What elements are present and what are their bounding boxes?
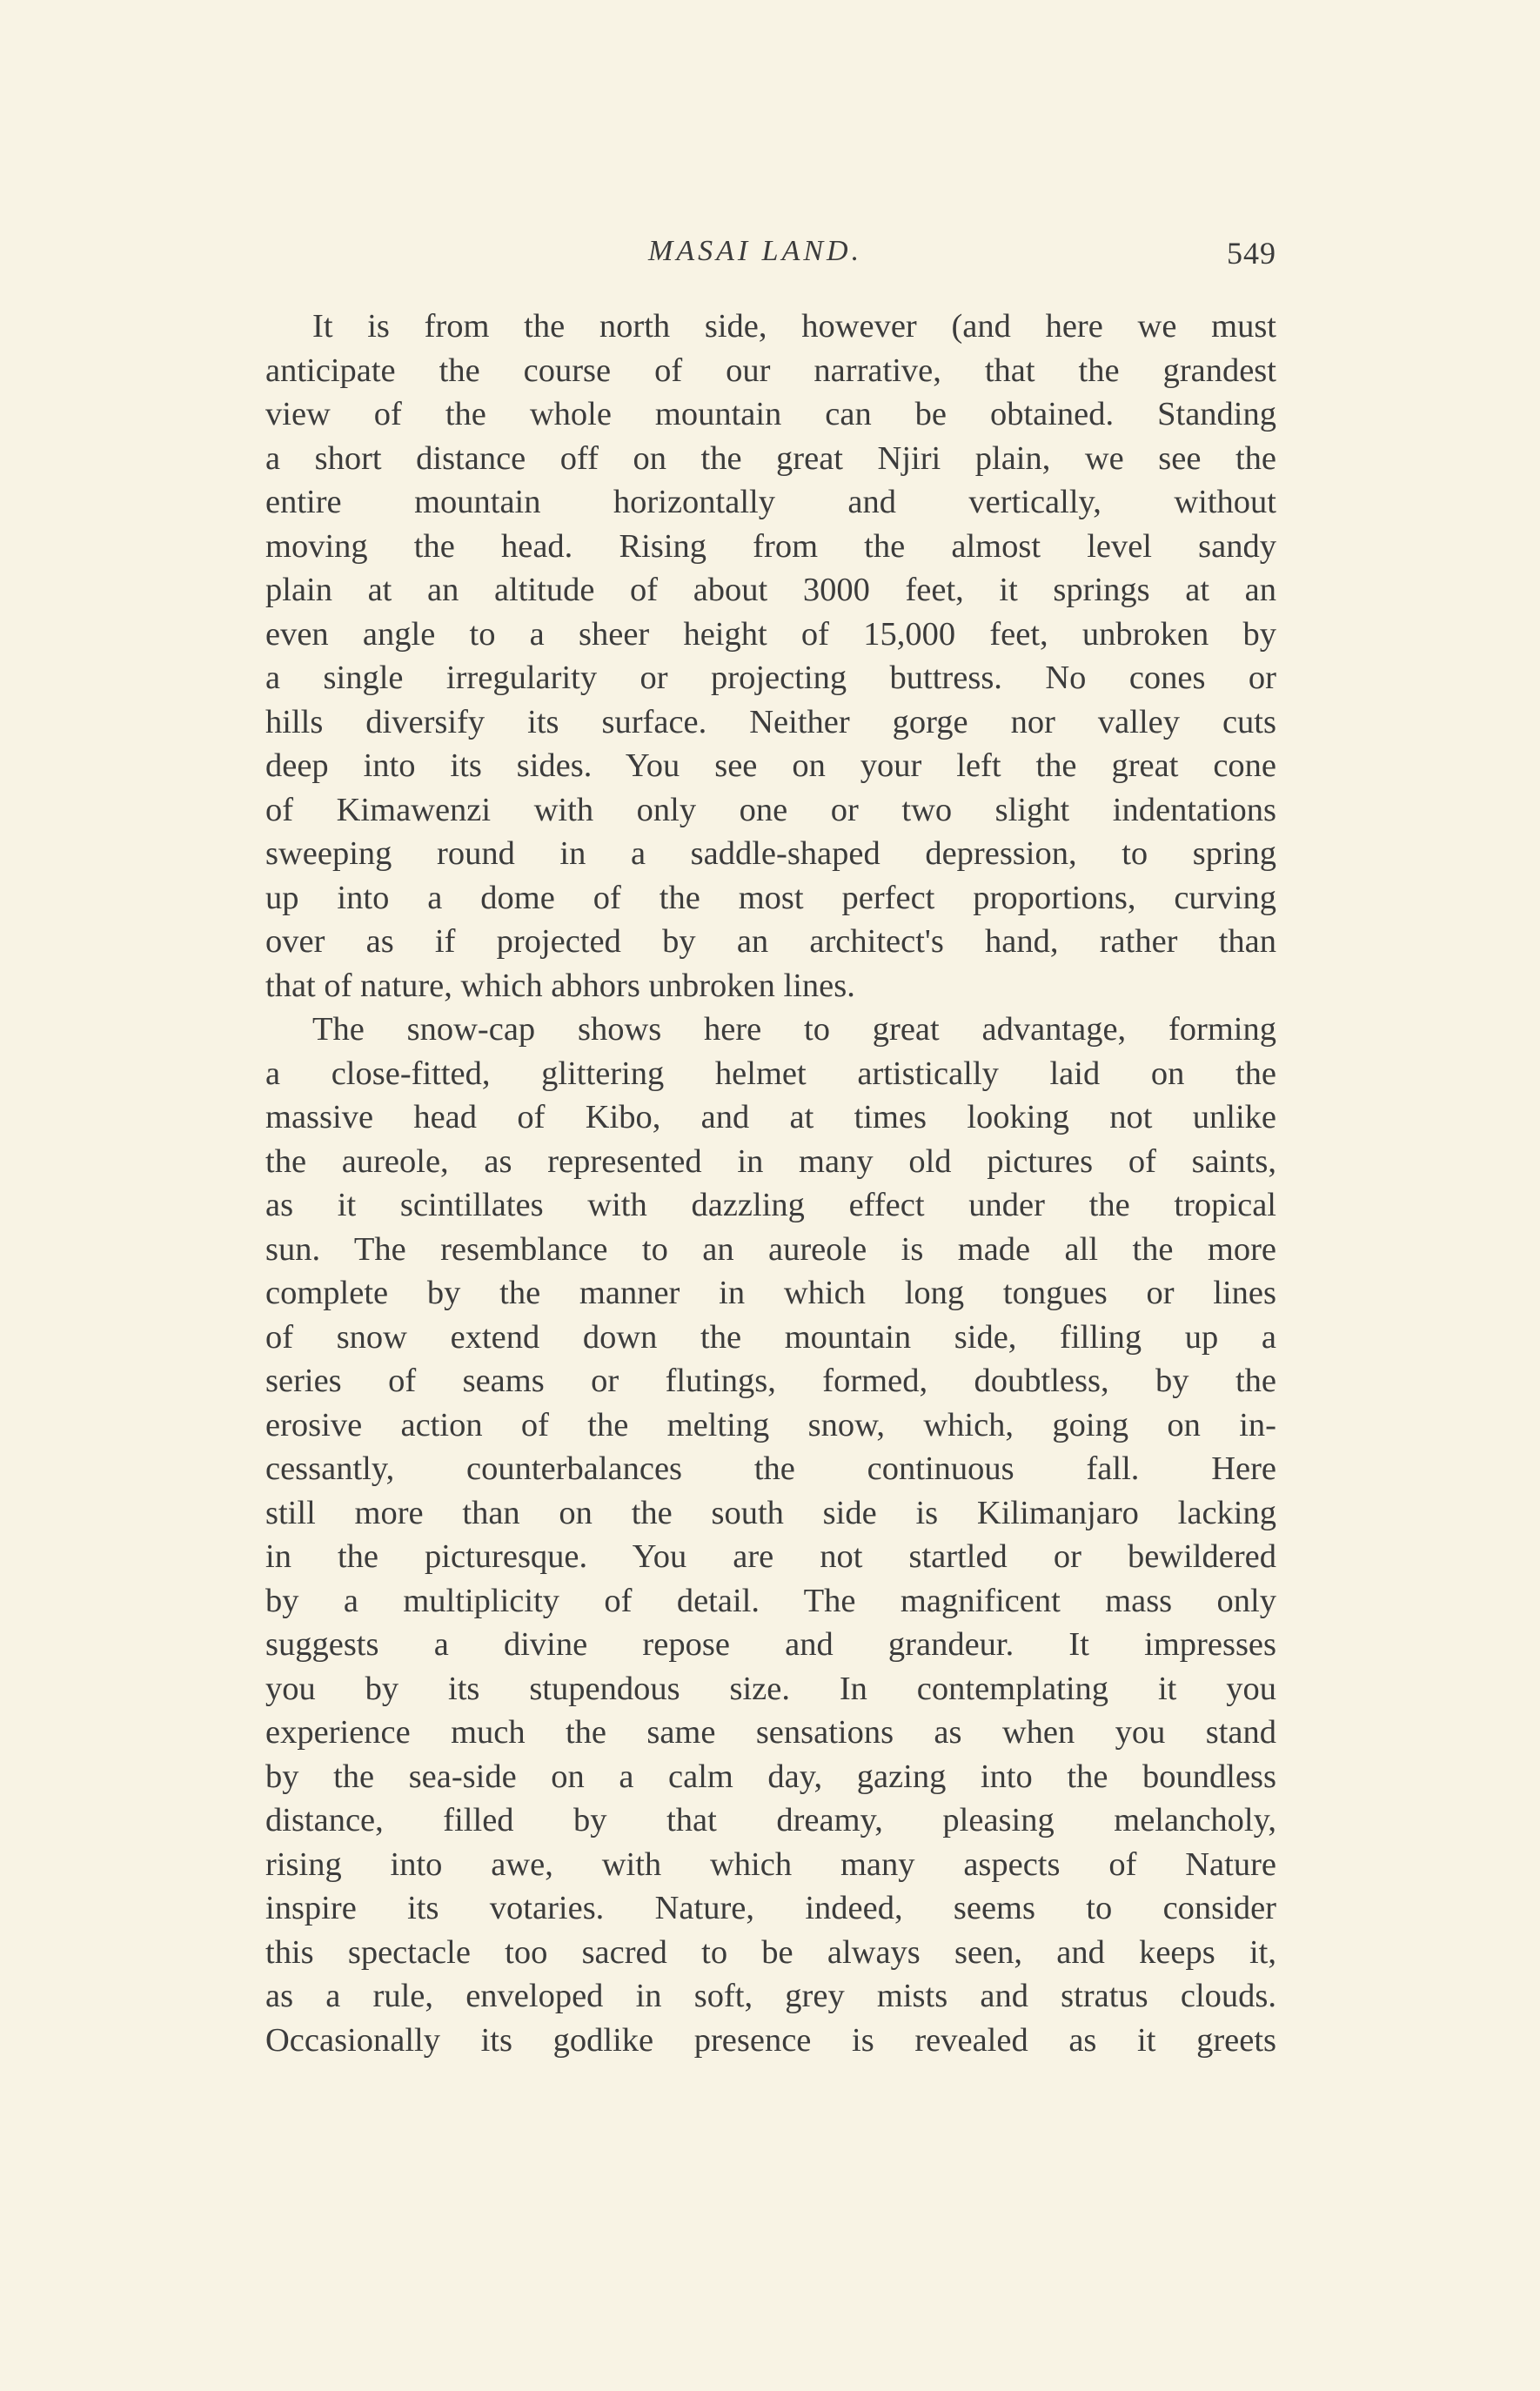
text-line: by a multiplicity of detail. The magnificent mass only [265, 1582, 1276, 1619]
text-line: Occasionally its godlike presence is revealed as it greets [265, 2021, 1276, 2059]
text-line: It is from the north side, however (and here we must [312, 308, 1276, 345]
text-line: view of the whole mountain can be obtained. Standing [265, 396, 1276, 432]
paragraph-2 [265, 1008, 1276, 2062]
text-line: entire mountain horizontally and vertically, without [265, 484, 1276, 520]
text-line: distance, filled by that dreamy, pleasing melancholy, [265, 1802, 1276, 1838]
text-line: of Kimawenzi with only one or two slight indentations [265, 791, 1276, 828]
text-line: deep into its sides. You see on your left the great cone [265, 747, 1276, 784]
text-line: this spectacle too sacred to be always seen, and keeps it, [265, 1933, 1276, 1971]
running-title: MASAI LAND. [648, 235, 863, 267]
text-line: moving the head. Rising from the almost level sandy [265, 527, 1276, 565]
text-line: of snow extend down the mountain side, filling up a [265, 1318, 1276, 1356]
text-line: sweeping round in a saddle-shaped depression, to spring [265, 835, 1276, 872]
page-number: 549 [1227, 236, 1276, 271]
text-line: cessantly, counterbalances the continuous fall. Here [265, 1450, 1276, 1487]
text-line: sun. The resemblance to an aureole is made all the more [265, 1230, 1276, 1268]
text-line: experience much the same sensations as when you stand [265, 1714, 1276, 1751]
text-line: a single irregularity or projecting buttress. No cones or [265, 660, 1276, 696]
text-line: still more than on the south side is Kilimanjaro lacking [265, 1494, 1276, 1531]
text-line: massive head of Kibo, and at times looking not unlike [265, 1099, 1276, 1135]
text-line: you by its stupendous size. In contemplating it you [265, 1670, 1276, 1707]
text-line: The snow-cap shows here to great advantage, forming [312, 1011, 1276, 1048]
text-line: in the picturesque. You are not startled or bewildered [265, 1538, 1276, 1575]
text-line: complete by the manner in which long tongues or lines [265, 1275, 1276, 1311]
text-line: as it scintillates with dazzling effect under the tropical [265, 1187, 1276, 1223]
text-line: inspire its votaries. Nature, indeed, seems to consider [265, 1890, 1276, 1926]
text-line: over as if projected by an architect's hand, rather than [265, 923, 1276, 960]
text-line: a short distance off on the great Njiri plain, we see the [265, 439, 1276, 477]
text-line: rising into awe, with which many aspects of Nature [265, 1845, 1276, 1883]
text-line: suggests a divine repose and grandeur. It impresses [265, 1626, 1276, 1663]
text-line: by the sea-side on a calm day, gazing into the boundless [265, 1758, 1276, 1795]
text-line: that of nature, which abhors unbroken lines. [265, 967, 855, 1004]
text-line: even angle to a sheer height of 15,000 feet, unbroken by [265, 615, 1276, 653]
running-head [265, 235, 1276, 287]
body-text [265, 305, 1276, 2062]
text-line: a close-fitted, glittering helmet artistically laid on the [265, 1055, 1276, 1092]
text-line: anticipate the course of our narrative, that the grandest [265, 352, 1276, 389]
text-line: the aureole, as represented in many old pictures of saints, [265, 1142, 1276, 1180]
text-line: hills diversify its surface. Neither gorge nor valley cuts [265, 703, 1276, 740]
text-line: as a rule, enveloped in soft, grey mists and stratus clouds. [265, 1978, 1276, 2014]
paragraph-1 [265, 305, 1276, 1008]
text-line: erosive action of the melting snow, which, going on in- [265, 1406, 1276, 1443]
text-line: series of seams or flutings, formed, doubtless, by the [265, 1363, 1276, 1399]
text-line: plain at an altitude of about 3000 feet, it springs at an [265, 572, 1276, 608]
text-line: up into a dome of the most perfect proportions, curving [265, 879, 1276, 916]
